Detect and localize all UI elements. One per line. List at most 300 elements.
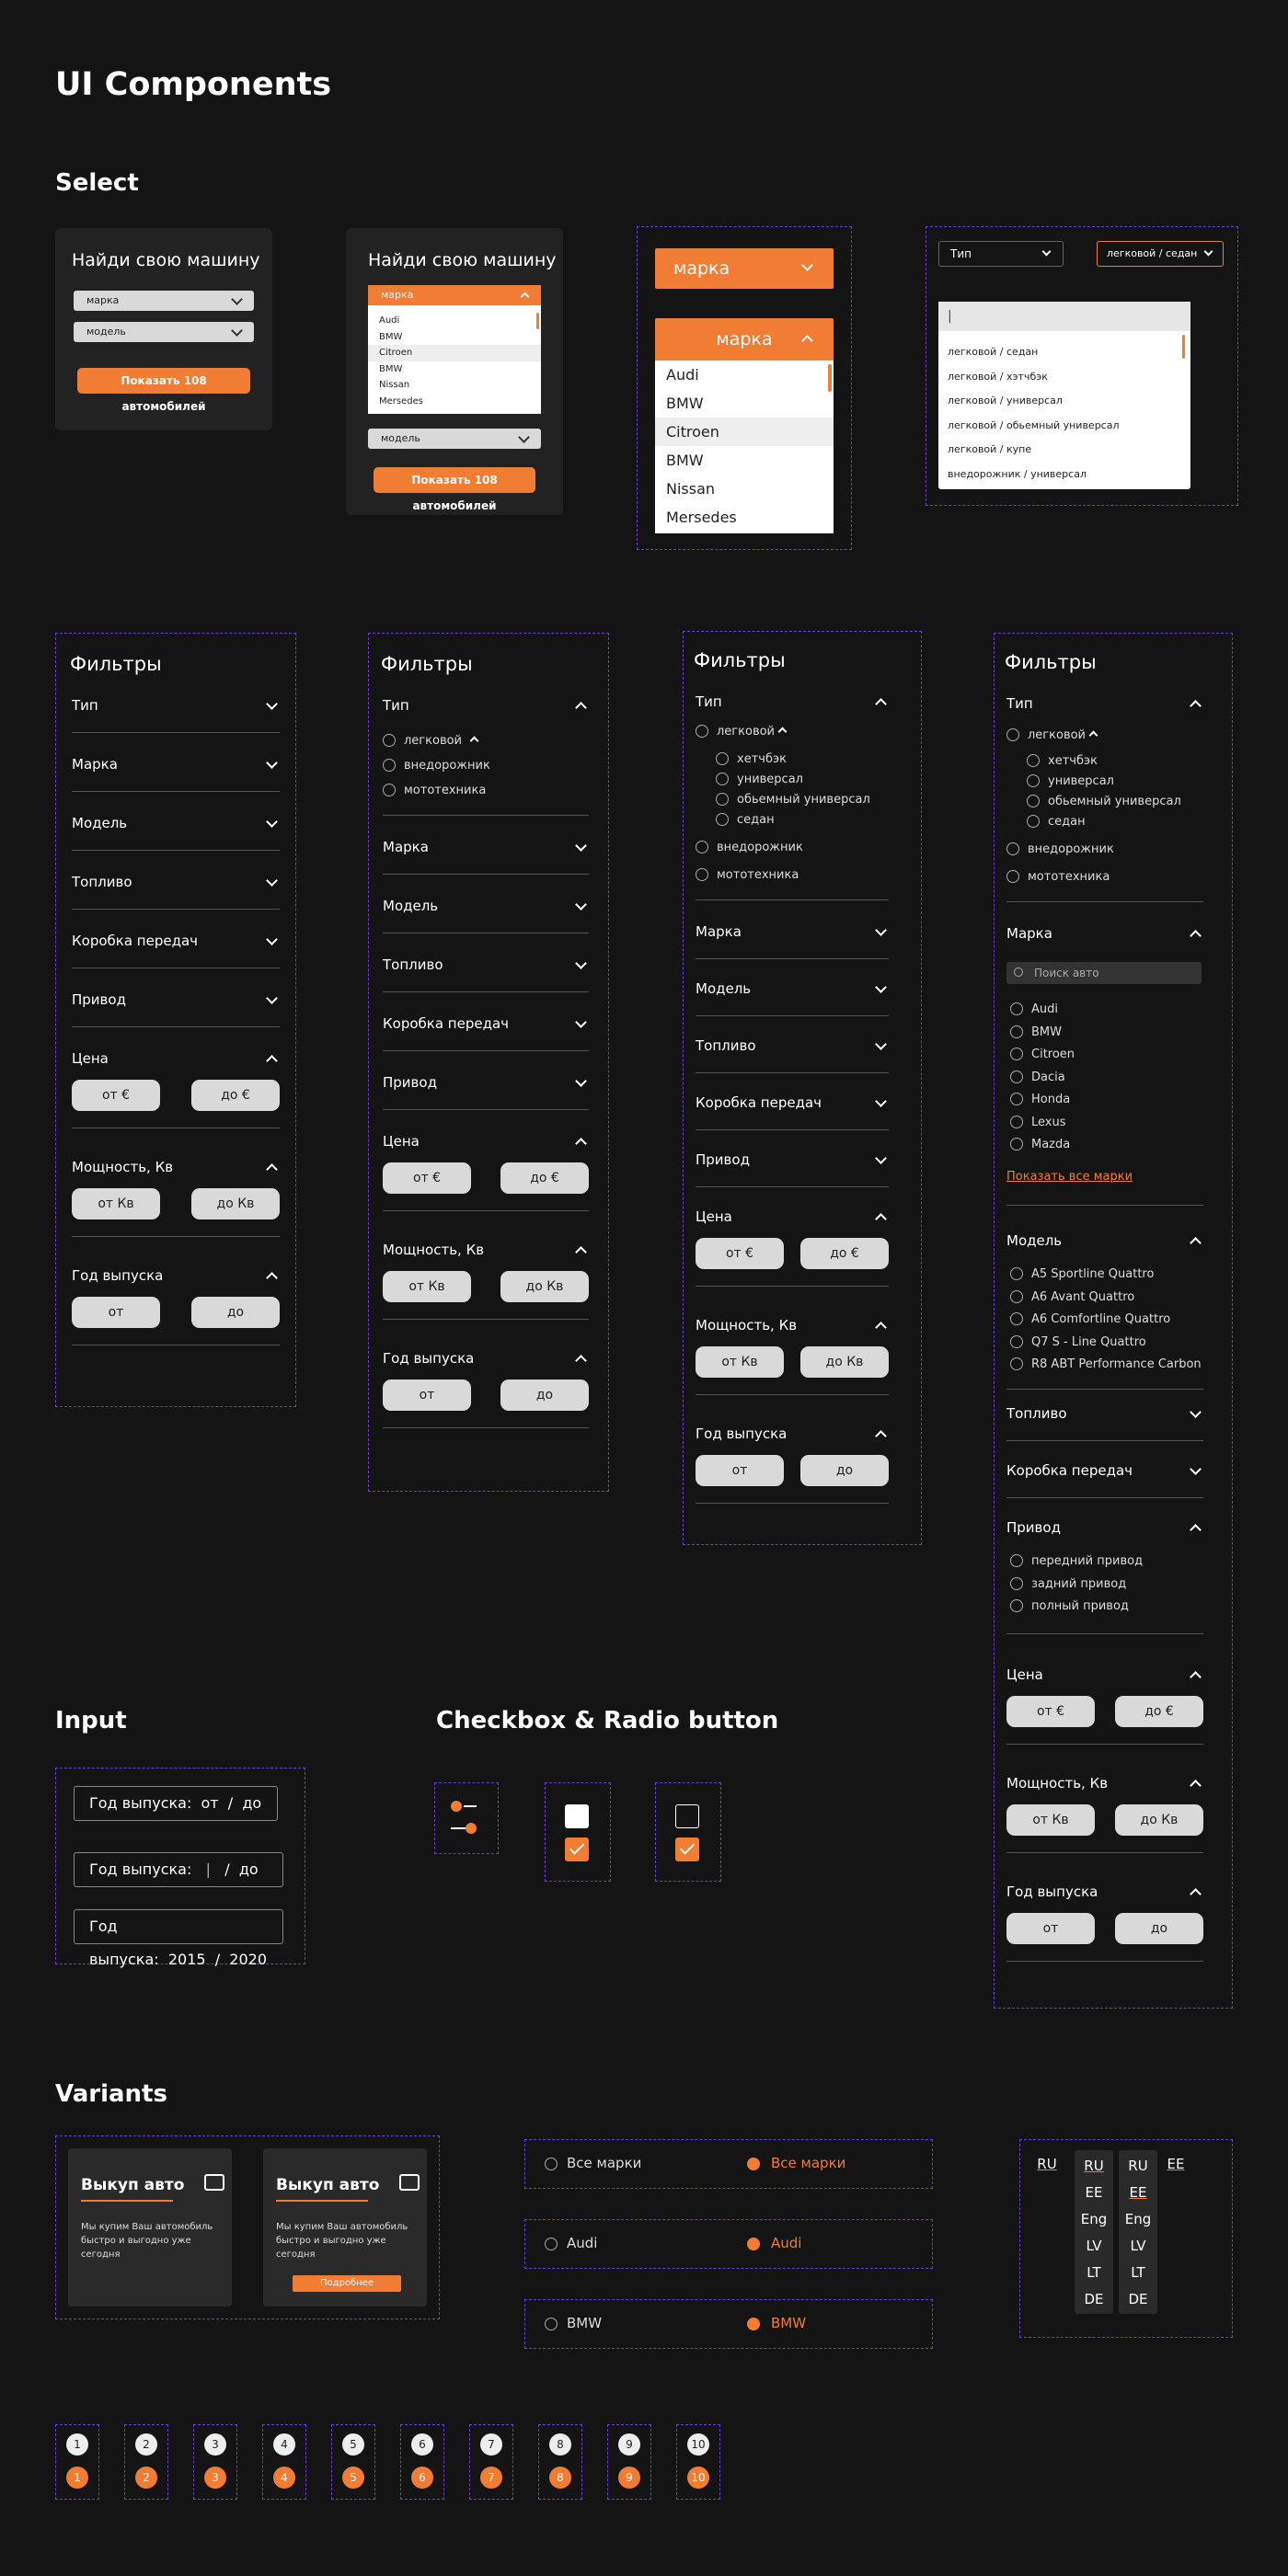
filter-model[interactable] xyxy=(383,898,589,916)
type-option[interactable]: легковой / универсал xyxy=(948,395,1063,406)
filter-model[interactable] xyxy=(72,815,280,833)
radio-selected[interactable] xyxy=(747,2238,760,2250)
filter-to-button[interactable]: до € xyxy=(800,1238,889,1269)
year-to: до xyxy=(238,1860,259,1878)
brand-search-input[interactable] xyxy=(1006,962,1202,984)
buyout-card-title: Выкуп авто xyxy=(276,2176,380,2194)
type-option[interactable]: легковой / седан xyxy=(948,346,1039,358)
chevron-up-icon xyxy=(1190,1671,1202,1683)
page-number[interactable]: 4 xyxy=(273,2433,295,2456)
language-option[interactable]: Eng xyxy=(1124,2211,1152,2227)
dropdown-option[interactable]: Citroen xyxy=(655,418,834,446)
filter-label: Привод xyxy=(1006,1519,1061,1536)
chevron-down-icon xyxy=(1190,1406,1202,1418)
type-option[interactable]: легковой xyxy=(696,725,775,739)
chevron-up-icon xyxy=(1190,1888,1202,1900)
filter-label: Коробка передач xyxy=(696,1094,822,1111)
filter-power[interactable] xyxy=(383,1242,589,1260)
filter-from-button[interactable]: от Кв xyxy=(696,1346,784,1378)
filter-label: Модель xyxy=(72,815,128,831)
chevron-up-icon xyxy=(266,1055,278,1067)
dropdown-option[interactable]: Nissan xyxy=(666,480,716,498)
filter-model[interactable] xyxy=(1006,1232,1203,1251)
radio-selected[interactable] xyxy=(747,2158,760,2170)
title-underline xyxy=(276,2200,368,2202)
filter-to-button[interactable]: до € xyxy=(191,1080,280,1111)
page-number-active[interactable]: 2 xyxy=(135,2467,157,2489)
drive-option[interactable]: передний привод xyxy=(1010,1554,1143,1569)
chevron-up-icon xyxy=(1190,1524,1202,1536)
page-number-active[interactable]: 1 xyxy=(66,2467,88,2489)
divider xyxy=(383,1319,589,1320)
type-option[interactable]: внедорожник xyxy=(383,759,490,773)
chevron-down-icon xyxy=(266,933,278,945)
type-value-label: легковой / седан xyxy=(1107,247,1198,259)
chevron-down-icon xyxy=(266,698,278,710)
divider xyxy=(696,1129,889,1130)
subtype-option[interactable]: универсал xyxy=(1027,774,1114,789)
type-option[interactable]: легковой / хэтчбэк xyxy=(948,370,1048,383)
radio-unselected[interactable] xyxy=(545,2238,558,2250)
divider xyxy=(696,1286,889,1287)
filter-label: Привод xyxy=(72,991,126,1008)
page-number-active[interactable]: 10 xyxy=(687,2467,709,2489)
details-button[interactable]: Подробнее xyxy=(293,2275,401,2292)
language-option[interactable]: LV xyxy=(1086,2238,1102,2254)
filter-gearbox[interactable] xyxy=(696,1094,889,1113)
filter-label: Тип xyxy=(1006,695,1033,712)
filter-type[interactable] xyxy=(1006,695,1203,714)
toggle-off[interactable] xyxy=(451,1803,478,1810)
select-card-title: Найди свою машину xyxy=(368,250,557,270)
filter-power[interactable] xyxy=(696,1317,889,1335)
divider xyxy=(1006,1961,1203,1962)
filters-title: Фильтры xyxy=(694,649,786,671)
chevron-up-icon xyxy=(875,1213,887,1225)
page-number-active[interactable]: 4 xyxy=(273,2467,295,2489)
chevron-up-icon xyxy=(875,698,887,710)
chevron-up-icon xyxy=(521,292,530,302)
page-number[interactable]: 5 xyxy=(342,2433,364,2456)
filter-fuel[interactable] xyxy=(72,874,280,892)
filter-label: Год выпуска xyxy=(72,1267,164,1284)
type-option[interactable]: внедорожник / универсал xyxy=(948,467,1087,480)
dropdown-option[interactable]: BMW xyxy=(379,331,403,342)
filter-to-button[interactable]: до Кв xyxy=(800,1346,889,1378)
page-number-active[interactable]: 7 xyxy=(480,2467,502,2489)
filter-to-button[interactable]: до Кв xyxy=(1115,1804,1203,1836)
divider xyxy=(1006,1744,1203,1745)
drive-option[interactable]: полный привод xyxy=(1010,1599,1129,1614)
chevron-up-icon xyxy=(875,1322,887,1334)
filter-label: Мощность, Кв xyxy=(383,1242,485,1258)
checkbox-frame xyxy=(545,1782,611,1882)
filter-gearbox[interactable] xyxy=(1006,1462,1203,1481)
chevron-down-icon xyxy=(575,957,587,969)
filter-brand[interactable] xyxy=(72,756,280,774)
model-option[interactable]: A6 Avant Quattro xyxy=(1010,1290,1134,1305)
page-number[interactable]: 6 xyxy=(411,2433,433,2456)
page-title: UI Components xyxy=(55,66,332,103)
divider xyxy=(383,1109,589,1110)
divider xyxy=(383,874,589,875)
brand-select-large-open[interactable] xyxy=(655,318,834,361)
chevron-down-icon xyxy=(575,840,587,852)
divider xyxy=(72,1236,280,1237)
language-option[interactable]: LT xyxy=(1087,2264,1101,2281)
filter-to-button[interactable]: до Кв xyxy=(191,1188,280,1219)
chevron-down-icon xyxy=(231,293,243,305)
divider xyxy=(72,850,280,851)
scrollbar[interactable] xyxy=(1182,335,1185,359)
chevron-down-icon xyxy=(266,875,278,887)
filter-from-button[interactable]: от € xyxy=(1006,1696,1095,1727)
chevron-up-icon xyxy=(575,1138,587,1150)
show-cars-button[interactable]: Показать 108 автомобилей xyxy=(77,368,250,394)
filter-label: Марка xyxy=(1006,925,1052,942)
divider xyxy=(1006,1852,1203,1853)
divider xyxy=(1006,1497,1203,1498)
filter-year[interactable] xyxy=(696,1425,889,1444)
scrollbar[interactable] xyxy=(536,313,539,329)
type-select-label: Тип xyxy=(950,247,972,260)
section-checkbox-title: Checkbox & Radio button xyxy=(436,1707,779,1735)
brand-option[interactable]: Honda xyxy=(1010,1093,1070,1107)
language-dropdown xyxy=(1119,2150,1157,2314)
type-option[interactable]: мототехника xyxy=(696,868,799,883)
page-number[interactable]: 1 xyxy=(66,2433,88,2456)
page-number[interactable]: 2 xyxy=(135,2433,157,2456)
filter-brand[interactable] xyxy=(1006,925,1203,944)
radio-label-selected: BMW xyxy=(771,2315,807,2331)
filter-fuel[interactable] xyxy=(696,1037,889,1056)
radio-label-selected: Audi xyxy=(771,2235,802,2251)
filter-to-button[interactable]: до xyxy=(800,1455,889,1486)
divider xyxy=(383,1427,589,1428)
dropdown-option[interactable]: Audi xyxy=(379,315,400,326)
type-value-select[interactable] xyxy=(1097,241,1224,267)
dropdown-option[interactable]: BMW xyxy=(379,363,403,374)
toggle-on[interactable] xyxy=(451,1825,478,1832)
filter-price[interactable] xyxy=(72,1050,280,1069)
filter-year[interactable] xyxy=(1006,1883,1203,1902)
filter-label: Топливо xyxy=(696,1037,756,1054)
brand-option[interactable]: Dacia xyxy=(1010,1070,1065,1085)
separator: / xyxy=(224,1860,230,1878)
buyout-card[interactable] xyxy=(68,2148,232,2307)
filter-label: Модель xyxy=(383,898,439,914)
language-option[interactable]: Eng xyxy=(1080,2211,1108,2227)
type-option[interactable]: легковой xyxy=(383,734,462,749)
toggle-knob xyxy=(451,1801,462,1812)
brand-option[interactable]: Lexus xyxy=(1010,1116,1066,1130)
title-underline xyxy=(81,2200,173,2202)
scrollbar[interactable] xyxy=(828,364,832,392)
divider xyxy=(383,1050,589,1051)
filter-drive[interactable] xyxy=(72,991,280,1010)
subtype-option[interactable]: обьемный универсал xyxy=(716,793,870,807)
subtype-option[interactable]: обьемный универсал xyxy=(1027,795,1181,809)
divider xyxy=(696,1072,889,1073)
type-option[interactable]: внедорожник xyxy=(1006,842,1114,857)
model-option[interactable]: Q7 S - Line Quattro xyxy=(1010,1335,1146,1350)
chevron-down-icon xyxy=(875,1095,887,1107)
checkbox-unchecked[interactable] xyxy=(565,1804,589,1828)
buyout-card-title: Выкуп авто xyxy=(81,2176,185,2194)
model-select[interactable] xyxy=(368,429,541,449)
filter-from-button[interactable]: от Кв xyxy=(383,1271,471,1302)
chevron-up-icon xyxy=(575,1246,587,1258)
year-input-label: Год выпуска: xyxy=(89,1794,192,1812)
filter-drive[interactable] xyxy=(1006,1519,1203,1538)
year-input-filled[interactable] xyxy=(74,1909,283,1968)
divider xyxy=(1006,1205,1203,1206)
language-option[interactable]: LV xyxy=(1130,2238,1146,2254)
divider xyxy=(383,991,589,992)
filter-type[interactable] xyxy=(72,697,280,716)
language-current[interactable]: EE xyxy=(1167,2156,1185,2172)
chevron-down-icon xyxy=(1042,247,1052,257)
brand-select-large[interactable] xyxy=(655,248,834,289)
subtype-option[interactable]: универсал xyxy=(716,773,803,787)
filter-label: Цена xyxy=(72,1050,109,1067)
brand-select-open[interactable] xyxy=(368,285,541,305)
page-number[interactable]: 7 xyxy=(480,2433,502,2456)
model-option[interactable]: A5 Sportline Quattro xyxy=(1010,1267,1154,1282)
filter-label: Привод xyxy=(383,1074,437,1091)
filter-brand[interactable] xyxy=(383,839,589,857)
type-option[interactable]: мототехника xyxy=(1006,870,1110,885)
filter-label: Марка xyxy=(696,923,742,940)
page-number-active[interactable]: 8 xyxy=(549,2467,571,2489)
model-option[interactable]: A6 Comfortline Quattro xyxy=(1010,1312,1170,1327)
type-search-input[interactable]: | xyxy=(938,302,1190,331)
filter-label: Цена xyxy=(383,1133,420,1150)
radio-label-selected: Все марки xyxy=(771,2155,846,2171)
filters-panel xyxy=(683,631,922,1545)
filter-power[interactable] xyxy=(1006,1775,1203,1793)
select-card-open xyxy=(346,228,563,515)
type-option[interactable]: внедорожник xyxy=(696,841,803,855)
chevron-down-icon xyxy=(575,899,587,910)
filter-brand[interactable] xyxy=(696,923,889,942)
type-option[interactable]: мототехника xyxy=(383,784,486,798)
brand-select[interactable] xyxy=(74,291,254,311)
type-option[interactable]: легковой / купе xyxy=(948,443,1032,455)
section-input-title: Input xyxy=(55,1707,127,1735)
filter-to-button[interactable]: до € xyxy=(1115,1696,1203,1727)
type-option[interactable]: легковой / обьемный универсал xyxy=(948,418,1120,431)
section-select-title: Select xyxy=(55,169,139,197)
dropdown-option[interactable]: Audi xyxy=(666,366,699,384)
year-input-focused[interactable] xyxy=(74,1852,283,1887)
filter-drive[interactable] xyxy=(383,1074,589,1093)
language-option[interactable]: RU xyxy=(1084,2158,1104,2174)
buyout-card[interactable] xyxy=(263,2148,427,2307)
divider xyxy=(1006,1440,1203,1441)
filter-gearbox[interactable] xyxy=(72,933,280,951)
divider xyxy=(696,1503,889,1504)
filter-type[interactable] xyxy=(696,693,889,712)
page-number[interactable]: 9 xyxy=(618,2433,640,2456)
filter-to-button[interactable]: до € xyxy=(500,1162,589,1194)
year-input-empty[interactable] xyxy=(74,1786,278,1821)
chevron-down-icon xyxy=(875,981,887,993)
model-select[interactable] xyxy=(74,322,254,342)
divider xyxy=(72,967,280,968)
filter-price[interactable] xyxy=(1006,1666,1203,1685)
filter-to-button[interactable]: до Кв xyxy=(500,1271,589,1302)
filter-label: Год выпуска xyxy=(1006,1883,1098,1900)
filter-label: Тип xyxy=(696,693,722,710)
language-option[interactable]: RU xyxy=(1128,2158,1148,2174)
buyout-card-text: Мы купим Ваш автомобиль быстро и выгодно уже сегодня xyxy=(276,2222,408,2260)
page-number-active[interactable]: 5 xyxy=(342,2467,364,2489)
filter-price[interactable] xyxy=(383,1133,589,1151)
chevron-down-icon xyxy=(575,1075,587,1087)
filter-fuel[interactable] xyxy=(383,956,589,975)
divider xyxy=(696,899,889,900)
page-number-active[interactable]: 3 xyxy=(204,2467,226,2489)
filter-from-button[interactable]: от Кв xyxy=(72,1188,160,1219)
language-current[interactable]: RU xyxy=(1037,2156,1057,2172)
filter-from-button[interactable]: от xyxy=(383,1380,471,1411)
filter-fuel[interactable] xyxy=(1006,1405,1203,1424)
filter-year[interactable] xyxy=(72,1267,280,1286)
radio-unselected[interactable] xyxy=(545,2158,558,2170)
filter-label: Марка xyxy=(383,839,429,855)
dropdown-option[interactable]: Mersedes xyxy=(666,509,737,526)
chevron-up-icon xyxy=(1190,930,1202,942)
filter-from-button[interactable]: от € xyxy=(72,1080,160,1111)
language-option[interactable]: DE xyxy=(1128,2291,1148,2307)
dropdown-option[interactable]: BMW xyxy=(666,395,704,412)
brand-dropdown-list-large xyxy=(655,361,834,533)
filter-to-button[interactable]: до xyxy=(500,1380,589,1411)
brand-option[interactable]: BMW xyxy=(1010,1025,1062,1040)
filters-panel xyxy=(55,633,296,1407)
filter-type[interactable] xyxy=(383,697,589,716)
checkbox-checked[interactable] xyxy=(675,1838,699,1861)
divider xyxy=(383,815,589,816)
page-number[interactable]: 10 xyxy=(687,2433,709,2456)
drive-option[interactable]: задний привод xyxy=(1010,1577,1126,1592)
dropdown-option[interactable]: Nissan xyxy=(379,380,410,390)
filter-power[interactable] xyxy=(72,1159,280,1177)
filter-label: Топливо xyxy=(72,874,132,890)
car-money-icon xyxy=(204,2174,224,2191)
brand-option[interactable]: Audi xyxy=(1010,1002,1058,1017)
filter-label: Коробка передач xyxy=(383,1015,510,1032)
dropdown-option[interactable]: Citroen xyxy=(368,345,541,361)
chevron-up-icon xyxy=(1190,1780,1202,1792)
brand-option[interactable]: Mazda xyxy=(1010,1138,1070,1152)
divider xyxy=(72,1026,280,1027)
filter-from-button[interactable]: от Кв xyxy=(1006,1804,1095,1836)
filter-gearbox[interactable] xyxy=(383,1015,589,1034)
separator: / xyxy=(227,1794,234,1812)
chevron-down-icon xyxy=(575,1016,587,1028)
page-number[interactable]: 8 xyxy=(549,2433,571,2456)
chevron-down-icon xyxy=(518,431,530,443)
page-number-active[interactable]: 6 xyxy=(411,2467,433,2489)
dropdown-option[interactable]: BMW xyxy=(666,452,704,469)
model-option[interactable]: R8 ABT Performance Carbon xyxy=(1010,1357,1202,1372)
brand-option[interactable]: Citroen xyxy=(1010,1048,1075,1062)
chevron-up-icon xyxy=(875,1430,887,1442)
chevron-down-icon xyxy=(875,1152,887,1164)
filter-label: Топливо xyxy=(383,956,443,973)
radio-selected[interactable] xyxy=(747,2318,760,2330)
year-to-value: 2020 xyxy=(229,1951,267,1968)
chevron-up-icon xyxy=(266,1272,278,1284)
show-cars-button[interactable]: Показать 108 автомобилей xyxy=(374,467,535,493)
subtype-option[interactable]: седан xyxy=(716,813,775,828)
language-option[interactable]: EE xyxy=(1085,2184,1103,2201)
chevron-up-icon xyxy=(575,702,587,714)
filter-label: Модель xyxy=(696,980,752,997)
type-option[interactable]: легковой xyxy=(1006,728,1086,743)
filter-to-button[interactable]: до xyxy=(191,1297,280,1328)
language-option[interactable]: LT xyxy=(1131,2264,1145,2281)
select-card-closed xyxy=(55,228,272,430)
filter-label: Тип xyxy=(383,697,409,714)
filter-label: Цена xyxy=(1006,1666,1043,1683)
dropdown-option[interactable]: Mersedes xyxy=(379,395,423,406)
year-from: от xyxy=(201,1794,219,1812)
filter-from-button[interactable]: от xyxy=(1006,1913,1095,1944)
filters-title: Фильтры xyxy=(381,653,473,675)
search-icon xyxy=(1014,967,1023,977)
page-number[interactable]: 3 xyxy=(204,2433,226,2456)
subtype-option[interactable]: хетчбэк xyxy=(716,752,787,767)
brand-select-label: марка xyxy=(716,329,773,349)
filter-label: Год выпуска xyxy=(696,1425,788,1442)
year-input-label: Год выпуска: xyxy=(89,1860,192,1878)
chevron-down-icon xyxy=(875,924,887,936)
filter-year[interactable] xyxy=(383,1350,589,1368)
language-option[interactable]: DE xyxy=(1084,2291,1104,2307)
subtype-option[interactable]: хетчбэк xyxy=(1027,754,1098,769)
filter-label: Марка xyxy=(72,756,118,773)
type-options-list xyxy=(938,340,1190,487)
filter-model[interactable] xyxy=(696,980,889,999)
divider xyxy=(72,791,280,792)
checkbox-checked[interactable] xyxy=(565,1838,589,1861)
show-all-brands-link[interactable]: Показать все марки xyxy=(1006,1170,1133,1184)
filter-from-button[interactable]: от € xyxy=(696,1238,784,1269)
radio-label: Все марки xyxy=(567,2155,642,2171)
type-select[interactable] xyxy=(938,241,1064,267)
language-option[interactable]: EE xyxy=(1129,2184,1147,2201)
year-input-label: Год выпуска: xyxy=(89,1918,159,1968)
text-cursor: | xyxy=(205,1860,211,1878)
year-from-value: 2015 xyxy=(167,1951,206,1968)
filter-from-button[interactable]: от xyxy=(696,1455,784,1486)
page-number-active[interactable]: 9 xyxy=(618,2467,640,2489)
divider xyxy=(696,1186,889,1187)
filter-drive[interactable] xyxy=(696,1151,889,1170)
filter-from-button[interactable]: от xyxy=(72,1297,160,1328)
filter-from-button[interactable]: от € xyxy=(383,1162,471,1194)
filter-to-button[interactable]: до xyxy=(1115,1913,1203,1944)
subtype-option[interactable]: седан xyxy=(1027,815,1086,830)
checkbox-outline-unchecked[interactable] xyxy=(675,1804,699,1828)
filter-price[interactable] xyxy=(696,1208,889,1227)
select-card-title: Найди свою машину xyxy=(72,250,260,270)
chevron-up-icon xyxy=(801,335,813,347)
radio-unselected[interactable] xyxy=(545,2318,558,2330)
